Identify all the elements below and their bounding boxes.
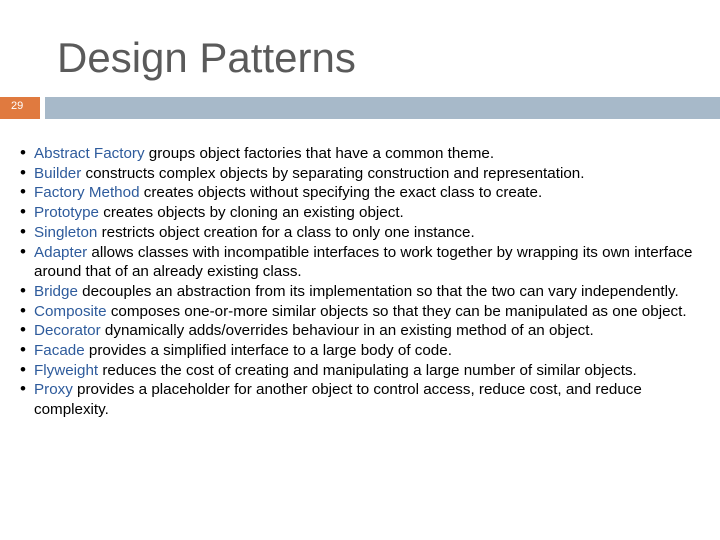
list-item <box>16 203 706 223</box>
bullet-icon: • <box>20 379 26 399</box>
list-item <box>16 282 706 302</box>
list-item <box>16 302 706 322</box>
bullet-icon: • <box>20 162 26 182</box>
list-item <box>16 380 706 419</box>
bullet-icon: • <box>20 340 26 360</box>
pattern-name: Adapter <box>34 243 88 261</box>
pattern-name: Proxy <box>34 381 73 399</box>
pattern-description: creates objects without specifying the exact class to create. <box>139 184 543 202</box>
pattern-name: Decorator <box>34 322 101 340</box>
bullet-icon: • <box>20 143 26 162</box>
pattern-name: Flyweight <box>34 361 99 379</box>
pattern-name: Singleton <box>34 223 98 241</box>
pattern-description: provides a placeholder for another object to control access, reduce cost, and reduce complexity. <box>34 381 642 419</box>
pattern-name: Factory Method <box>34 184 140 202</box>
pattern-description: composes one-or-more similar objects so that they can be manipulated as one object. <box>106 302 687 320</box>
bullet-list <box>16 144 706 420</box>
list-item <box>16 223 706 243</box>
pattern-description: dynamically adds/overrides behaviour in an existing method of an object. <box>100 322 594 340</box>
pattern-description: groups object factories that have a common theme. <box>144 145 495 162</box>
bullet-icon: • <box>20 241 26 261</box>
bullet-icon: • <box>20 202 26 222</box>
pattern-name: Builder <box>34 164 82 182</box>
pattern-description: provides a simplified interface to a large body of code. <box>84 342 452 360</box>
bullet-icon: • <box>20 221 26 241</box>
list-item <box>16 243 706 282</box>
pattern-name: Abstract Factory <box>34 145 145 162</box>
header-bar <box>45 97 720 119</box>
list-item <box>16 321 706 341</box>
bullet-icon: • <box>20 320 26 340</box>
pattern-description: constructs complex objects by separating construction and representation. <box>81 164 585 182</box>
pattern-description: reduces the cost of creating and manipulating a large number of similar objects. <box>98 361 637 379</box>
pattern-name: Bridge <box>34 282 78 300</box>
pattern-name: Facade <box>34 342 85 360</box>
slide-number-badge <box>0 97 40 119</box>
pattern-description: decouples an abstraction from its implementation so that the two can vary independently. <box>77 282 679 300</box>
pattern-name: Composite <box>34 302 107 320</box>
slide-number: 29 <box>11 100 24 112</box>
pattern-description: creates objects by cloning an existing object. <box>99 204 404 222</box>
bullet-icon: • <box>20 182 26 202</box>
list-item <box>16 144 706 164</box>
bullet-icon: • <box>20 300 26 320</box>
slide-title: Design Patterns <box>57 34 356 81</box>
list-item <box>16 341 706 361</box>
bullet-icon: • <box>20 280 26 300</box>
list-item <box>16 183 706 203</box>
bullet-icon: • <box>20 359 26 379</box>
pattern-name: Prototype <box>34 204 100 222</box>
list-item <box>16 164 706 184</box>
pattern-description: allows classes with incompatible interfaces to work together by wrapping its own interface around that of an already existing class. <box>34 243 693 281</box>
list-item <box>16 361 706 381</box>
pattern-description: restricts object creation for a class to only one instance. <box>97 223 475 241</box>
